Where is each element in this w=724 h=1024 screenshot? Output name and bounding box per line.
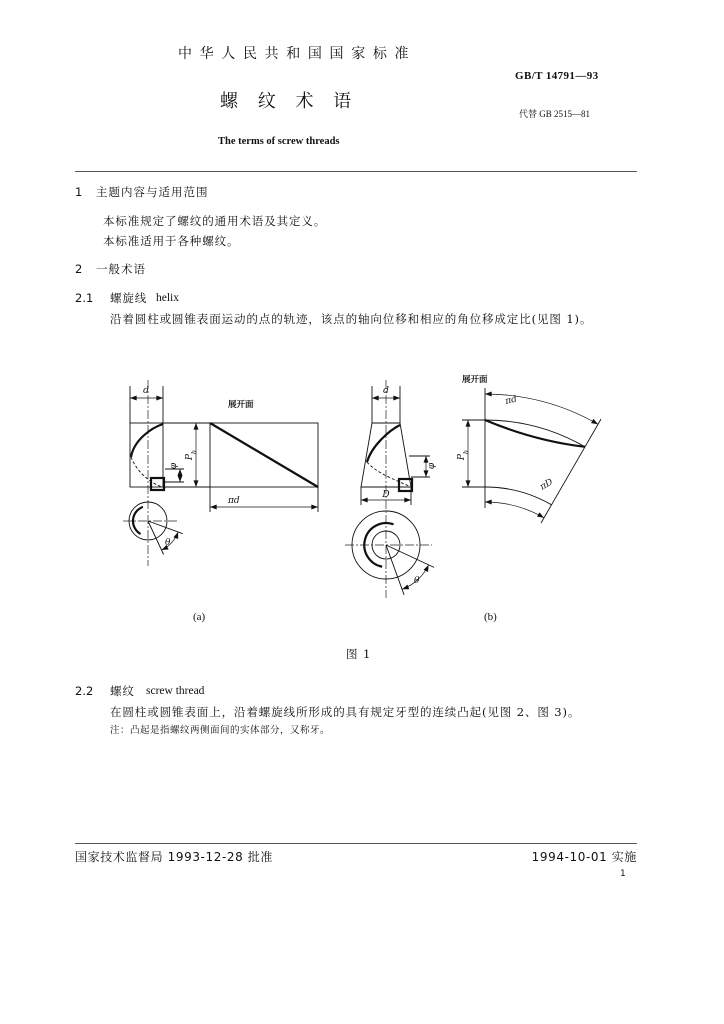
diameter-label: d <box>143 386 149 396</box>
lead-angle-label: φ <box>427 462 437 470</box>
thread-profile-mark <box>151 478 164 490</box>
major-diameter-label: D <box>382 490 390 500</box>
approval-line: 国家技术监督局 1993-12-28 批准 <box>75 850 273 864</box>
supersedes-note: 代替 GB 2515—81 <box>519 109 591 119</box>
term-2-1-name-cn: 螺旋线 <box>110 291 148 305</box>
term-2-2-name-en: screw thread <box>146 685 205 697</box>
helix-curve-front <box>131 424 163 457</box>
extension-line <box>541 505 552 523</box>
helix-curve-back <box>367 462 409 486</box>
panel-b-tag: (b) <box>484 611 497 623</box>
term-2-1-name-en: helix <box>156 292 179 304</box>
section-1-paragraph: 本标准规定了螺纹的通用术语及其定义。 <box>103 214 327 228</box>
term-2-2-number: 2.2 <box>75 684 94 698</box>
extension-line <box>585 419 601 447</box>
circumference-dimension-arc <box>485 394 598 424</box>
helix-end-view-arc <box>133 507 143 534</box>
document-title-cn: 螺 纹 术 语 <box>220 91 359 112</box>
circumference-label: πd <box>504 394 519 407</box>
panel-b-drawing <box>345 374 601 598</box>
section-1-paragraph: 本标准适用于各种螺纹。 <box>103 234 240 248</box>
figure-1-drawing <box>110 360 625 600</box>
national-standard-heading: 中 华 人 民 共 和 国 国 家 标 准 <box>178 46 411 62</box>
developed-helix-line <box>210 423 318 487</box>
lead-label: $P_h$ <box>185 449 198 461</box>
panel-a-tag: (a) <box>193 611 206 623</box>
figure-caption: 图 1 <box>346 647 372 661</box>
document-title-en: The terms of screw threads <box>218 136 340 147</box>
diameter-label: d <box>383 386 389 396</box>
header-divider <box>75 171 637 172</box>
section-2-title: 一般术语 <box>96 262 146 276</box>
term-2-1-number: 2.1 <box>75 291 94 305</box>
section-2-number: 2 <box>75 262 83 276</box>
footer-divider <box>75 843 637 844</box>
major-circumference-label: πD <box>538 477 555 493</box>
helix-curve-front <box>367 425 400 462</box>
circumference-label: πd <box>228 496 240 506</box>
term-2-2-name-cn: 螺纹 <box>110 684 135 698</box>
developed-surface-label: 展开面 <box>462 375 488 385</box>
term-2-1-definition: 沿着圆柱或圆锥表面运动的点的轨迹，该点的轴向位移和相应的角位移成定比(见图 1)。 <box>110 312 593 326</box>
panel-a-drawing <box>123 380 318 566</box>
section-1-title: 主题内容与适用范围 <box>96 185 209 199</box>
angle-label: θ <box>414 576 420 586</box>
page-number: 1 <box>620 869 626 879</box>
standard-code: GB/T 14791—93 <box>515 70 599 82</box>
developed-surface-outer-arc <box>485 420 585 447</box>
section-1-number: 1 <box>75 185 83 199</box>
term-2-2-note: 注：凸起是指螺纹两侧面间的实体部分，又称牙。 <box>110 725 331 736</box>
major-circumference-dimension-arc <box>485 502 544 518</box>
developed-surface-edge <box>552 447 586 505</box>
developed-surface-label: 展开面 <box>228 400 254 410</box>
effective-date: 1994-10-01 实施 <box>531 850 637 864</box>
angle-label: θ <box>165 538 171 548</box>
developed-helix-curve <box>485 420 585 447</box>
helix-curve-back <box>131 457 162 487</box>
lead-label: $P_h$ <box>457 449 470 461</box>
lead-angle-label: φ <box>169 462 179 470</box>
term-2-2-definition: 在圆柱或圆锥表面上，沿着螺旋线所形成的具有规定牙型的连续凸起(见图 2、图 3)。 <box>110 705 581 719</box>
